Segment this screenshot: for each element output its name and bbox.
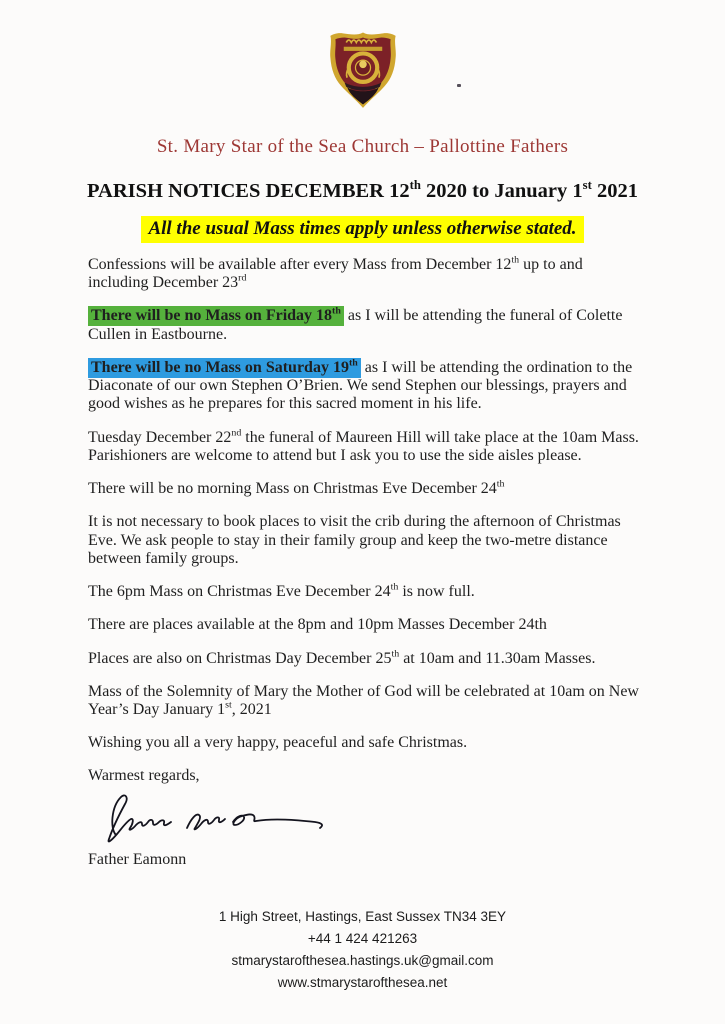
- notice-paragraph: [88, 256, 644, 292]
- text-run: There will be no Mass on Friday 18: [91, 307, 333, 325]
- handwritten-signature: [94, 789, 644, 849]
- text-run: as I will be attending the funeral of Colette Cullen in Eastbourne.: [88, 307, 623, 343]
- text-run: There are places available at the 8pm and 10pm Masses December 24th: [88, 616, 547, 634]
- notice-paragraph: [88, 650, 644, 668]
- notice-paragraph: [88, 359, 644, 414]
- notice-title: [0, 180, 725, 203]
- church-crest-logo: [321, 30, 405, 117]
- notice-paragraphs: [88, 256, 644, 752]
- text-run: 2021: [591, 180, 638, 202]
- text-run: the funeral of Maureen Hill will take place at the 10am Mass. Parishioners are welcome to attend but I ask you to use the side aisles please.: [88, 428, 639, 464]
- text-run: th: [496, 478, 505, 490]
- banner-row: [0, 216, 725, 243]
- footer-line: +44 1 424 421263: [307, 930, 418, 946]
- text-run: st: [582, 178, 592, 193]
- footer-contact: [0, 906, 725, 993]
- notice-paragraph: [88, 429, 644, 465]
- highlight-blue: [88, 358, 361, 378]
- text-run: PARISH NOTICES DECEMBER 12: [87, 180, 410, 202]
- text-run: rd: [238, 272, 247, 284]
- text-run: at 10am and 11.30am Masses.: [399, 649, 596, 667]
- text-run: th: [390, 581, 399, 593]
- notice-paragraph: [88, 583, 644, 601]
- text-run: 2020 to January 1: [420, 180, 583, 202]
- text-run: There will be no morning Mass on Christmas Eve December 24: [88, 480, 497, 498]
- notice-paragraph: [88, 683, 644, 719]
- text-run: There will be no Mass on Saturday 19: [91, 358, 349, 376]
- text-run: th: [348, 357, 358, 369]
- text-run: is now full.: [398, 583, 475, 601]
- text-run: Wishing you all a very happy, peaceful and safe Christmas.: [88, 734, 468, 752]
- text-run: th: [332, 306, 341, 318]
- notice-paragraph: [88, 480, 644, 498]
- text-run: , 2021: [231, 700, 272, 718]
- notice-paragraph: [88, 513, 644, 568]
- footer-line: www.stmarystarofthesea.net: [277, 974, 448, 990]
- notice-paragraph: [88, 307, 644, 343]
- text-run: th: [391, 648, 400, 660]
- text-run: It is not necessary to book places to visit the crib during the afternoon of Christmas Eve. We ask people to stay in their family group and keep the two-metre distance between family groups.: [88, 513, 621, 567]
- text-run: Places are also on Christmas Day December 25: [88, 649, 392, 667]
- text-run: as I will be attending the ordination to the Diaconate of our own Stephen O’Brien. We send Stephen our blessings, prayers and good wishes as he prepares for this sacred moment in his life.: [88, 358, 633, 413]
- text-run: up to and including December 23: [88, 256, 583, 292]
- crest-shield-icon: [321, 30, 405, 112]
- highlight-green: [88, 306, 344, 326]
- text-run: th: [409, 178, 421, 193]
- text-run: th: [511, 254, 520, 266]
- text-run: Mass of the Solemnity of Mary the Mother of God will be celebrated at 10am on New Year’s Day January 1: [88, 682, 639, 718]
- text-run: st: [225, 699, 232, 711]
- scan-speck: [457, 84, 461, 87]
- footer-line: 1 High Street, Hastings, East Sussex TN34 3EY: [218, 909, 507, 924]
- mass-times-banner: All the usual Mass times apply unless otherwise stated.: [141, 216, 583, 243]
- text-run: Tuesday December 22: [88, 428, 232, 446]
- signer-name: Father Eamonn: [88, 851, 187, 869]
- closing-line: Warmest regards,: [88, 767, 200, 785]
- text-run: Confessions will be available after every Mass from December 12: [88, 256, 512, 273]
- notice-paragraph: [88, 616, 644, 634]
- signature-icon: [94, 789, 329, 844]
- church-name: St. Mary Star of the Sea Church – Pallottine Fathers: [156, 136, 569, 157]
- footer-line: stmarystarofthesea.hastings.uk@gmail.com: [231, 952, 494, 968]
- notice-body: [88, 256, 644, 869]
- text-run: The 6pm Mass on Christmas Eve December 24: [88, 583, 391, 601]
- text-run: nd: [231, 427, 242, 439]
- notice-paragraph: [88, 734, 644, 752]
